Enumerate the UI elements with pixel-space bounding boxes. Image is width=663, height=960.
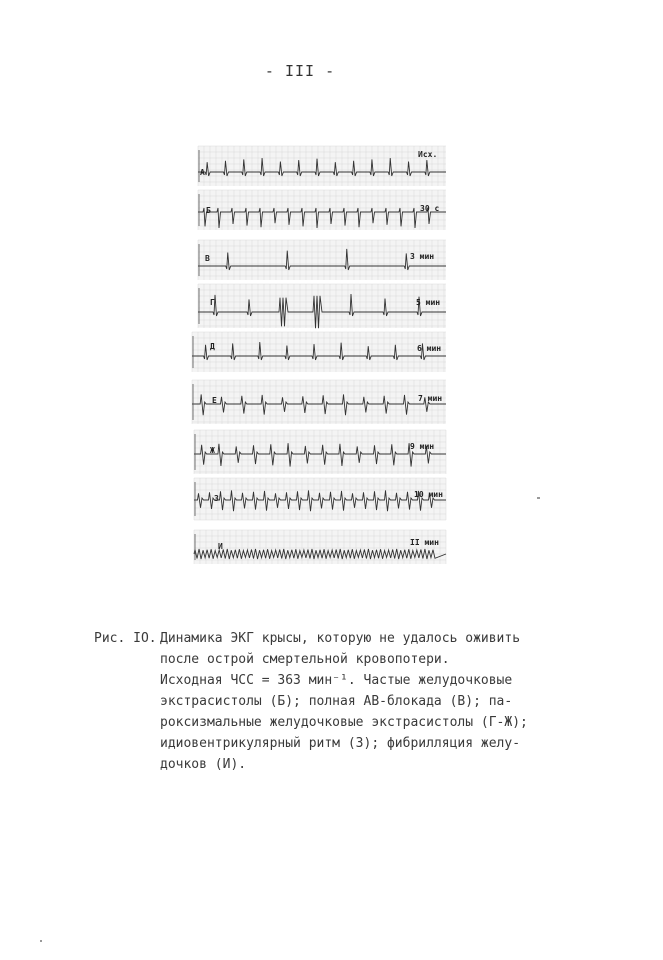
caption-line: идиовентрикулярный ритм (З); фибрилляция желу- <box>160 736 521 751</box>
strip-label-d: Д <box>210 342 215 351</box>
strip-label-e: Е <box>212 396 217 405</box>
scan-speck <box>537 497 540 499</box>
strip-label-b: Б <box>206 206 211 215</box>
ecg-figure <box>188 138 456 568</box>
ecg-strips-graphic <box>188 138 456 568</box>
caption-line: Динамика ЭКГ крысы, которую не удалось оживить <box>160 631 521 646</box>
caption-line: Исходная ЧСС = 363 мин⁻¹. Частые желудочковые <box>160 673 513 688</box>
caption-line: роксизмальные желудочковые экстрасистолы (Г-Ж); <box>160 715 528 730</box>
scan-speck <box>40 940 42 942</box>
strip-time-g: 5 мин <box>416 298 441 307</box>
strip-label-v: В <box>205 254 210 263</box>
strip-time-zh: 9 мин <box>410 442 435 451</box>
strip-time-i: II мин <box>410 538 439 547</box>
caption-line: после острой смертельной кровопотери. <box>160 652 450 667</box>
strip-time-b: 30 с <box>420 204 440 213</box>
strip-label-i: И <box>218 542 223 551</box>
strip-time-v: 3 мин <box>410 252 435 261</box>
strip-time-a: Исх. <box>418 150 438 159</box>
strip-label-a: А <box>200 168 205 177</box>
page-number: - III - <box>264 62 336 80</box>
strip-time-d: 6 мин <box>417 344 442 353</box>
caption-line: дочков (И). <box>160 757 247 772</box>
strip-label-z: З <box>214 494 219 503</box>
strip-label-zh: Ж <box>210 446 215 455</box>
strip-time-e: 7 мин <box>418 394 443 403</box>
ecg-paper <box>198 284 446 328</box>
strip-label-g: Г <box>210 298 215 307</box>
caption-prefix: Рис. IO. <box>94 631 157 646</box>
strip-time-z: 10 мин <box>414 490 443 499</box>
caption-line: экстрасистолы (Б); полная АВ-блокада (В); па- <box>160 694 513 709</box>
caption-body <box>160 628 560 775</box>
